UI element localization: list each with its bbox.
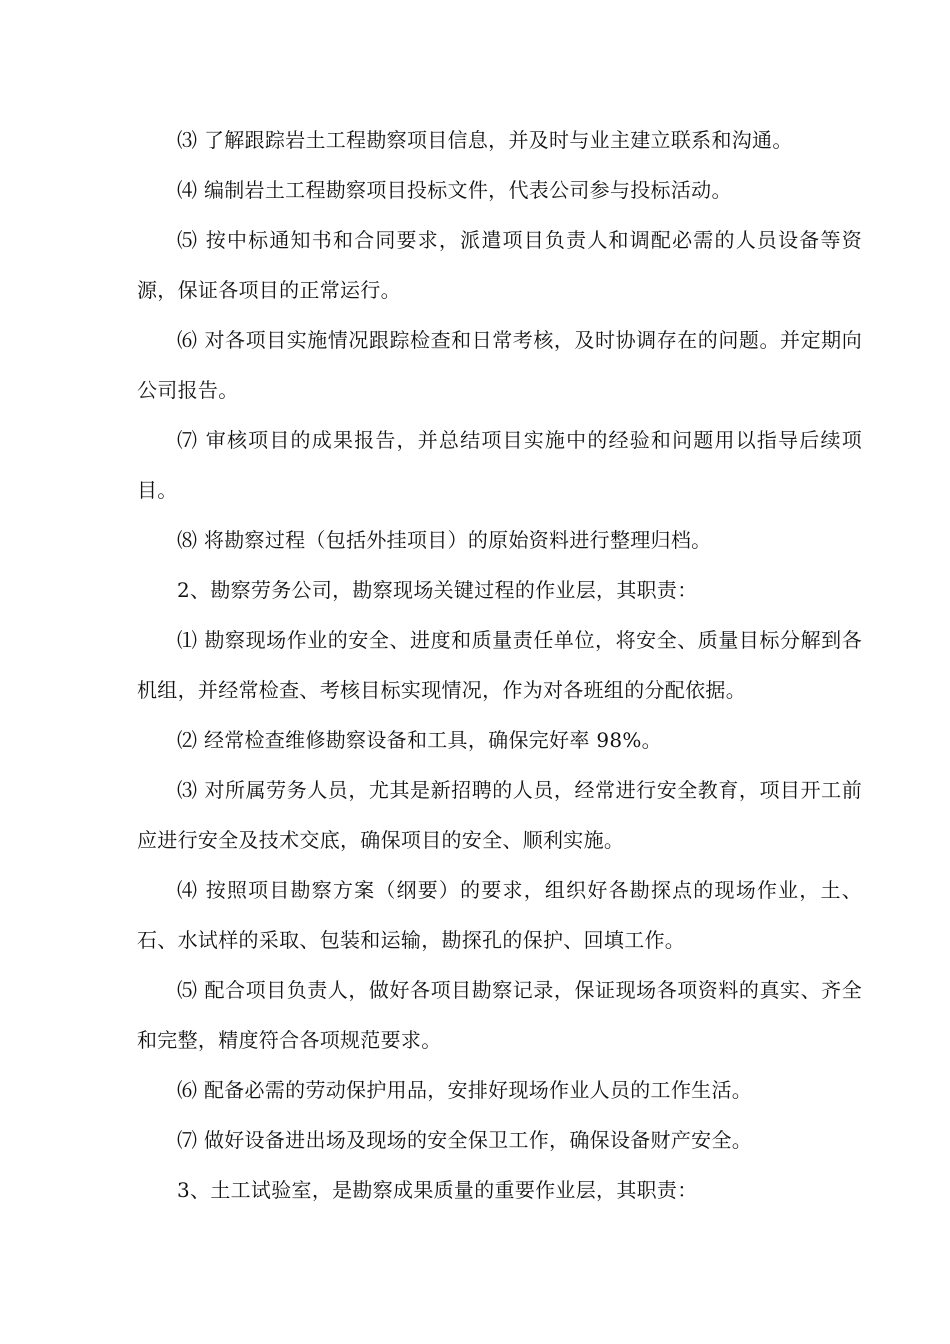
labor-duty-1: ⑴ 勘察现场作业的安全、进度和质量责任单位，将安全、质量目标分解到各机组，并经常检查、考核目标实现情况，作为对各班组的分配依据。	[137, 628, 862, 702]
paragraph-item-4: ⑷ 编制岩土工程勘察项目投标文件，代表公司参与投标活动。	[177, 178, 732, 202]
paragraph-item-8: ⑻ 将勘察过程（包括外挂项目）的原始资料进行整理归档。	[177, 528, 712, 552]
labor-duty-7: ⑺ 做好设备进出场及现场的安全保卫工作，确保设备财产安全。	[177, 1128, 753, 1152]
section-heading-survey-labor-company: 2、勘察劳务公司，勘察现场关键过程的作业层，其职责：	[177, 578, 698, 602]
labor-duty-2: ⑵ 经常检查维修勘察设备和工具，确保完好率 98%。	[177, 728, 662, 752]
paragraph-item-7: ⑺ 审核项目的成果报告，并总结项目实施中的经验和问题用以指导后续项目。	[137, 428, 862, 502]
labor-duty-4: ⑷ 按照项目勘察方案（纲要）的要求，组织好各勘探点的现场作业，土、石、水试样的采取、包装和运输，勘探孔的保护、回填工作。	[137, 878, 862, 952]
paragraph-item-6: ⑹ 对各项目实施情况跟踪检查和日常考核，及时协调存在的问题。并定期向公司报告。	[137, 328, 862, 402]
labor-duty-3: ⑶ 对所属劳务人员，尤其是新招聘的人员，经常进行安全教育，项目开工前应进行安全及技术交底，确保项目的安全、顺利实施。	[137, 778, 862, 852]
section-heading-soil-test-lab: 3、土工试验室，是勘察成果质量的重要作业层，其职责：	[177, 1178, 698, 1202]
labor-duty-6: ⑹ 配备必需的劳动保护用品，安排好现场作业人员的工作生活。	[177, 1078, 753, 1102]
labor-duty-5: ⑸ 配合项目负责人，做好各项目勘察记录，保证现场各项资料的真实、齐全和完整，精度符合各项规范要求。	[137, 978, 862, 1052]
paragraph-item-3: ⑶ 了解跟踪岩土工程勘察项目信息，并及时与业主建立联系和沟通。	[177, 128, 793, 152]
document-body	[137, 115, 862, 1215]
paragraph-item-5: ⑸ 按中标通知书和合同要求，派遣项目负责人和调配必需的人员设备等资源，保证各项目的正常运行。	[137, 228, 862, 302]
